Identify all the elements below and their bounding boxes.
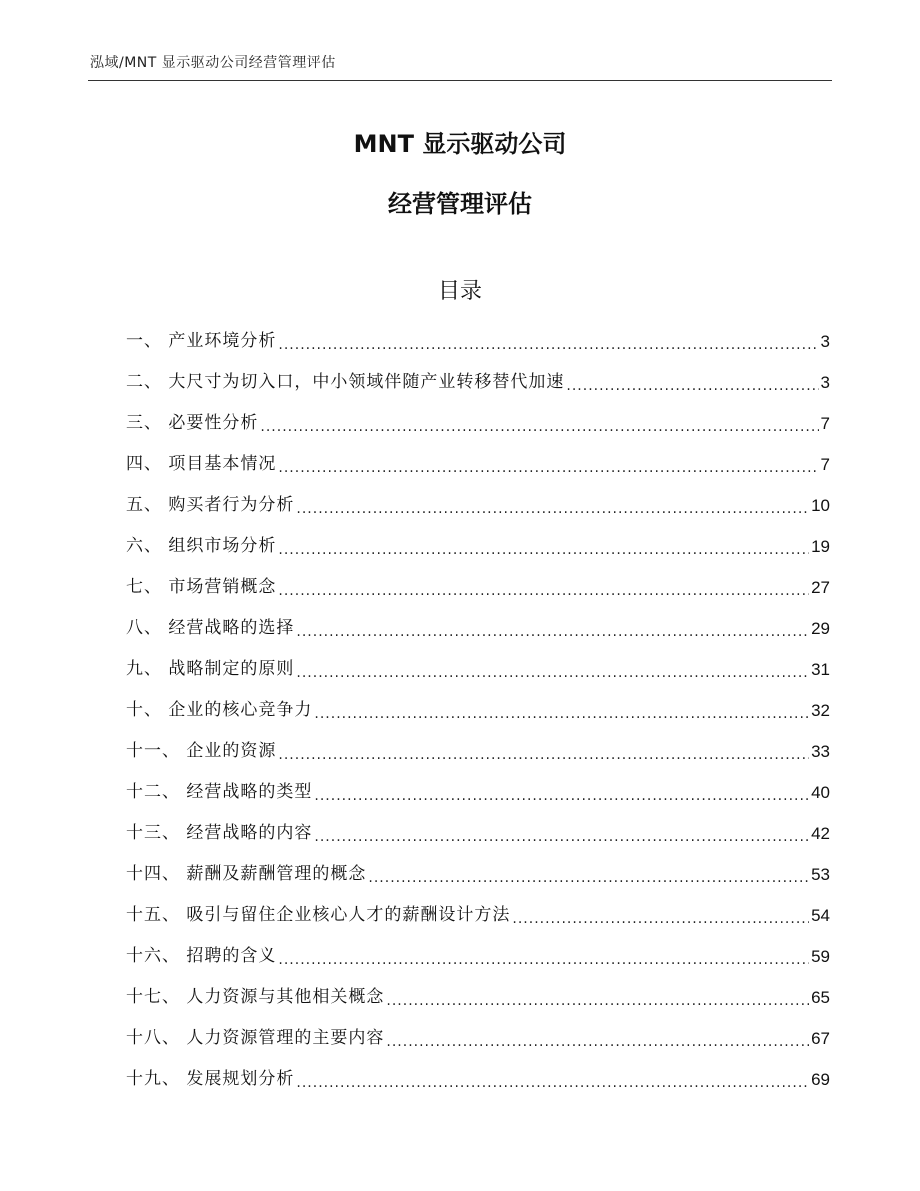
toc-heading: 目录 xyxy=(437,279,482,304)
toc-entry[interactable] xyxy=(126,649,830,690)
toc-dot-leader xyxy=(296,485,809,526)
toc-dot-leader xyxy=(386,977,809,1018)
toc-entry-label: 五、 购买者行为分析 xyxy=(126,495,295,515)
toc-entry-page-number: 53 xyxy=(811,865,830,884)
toc-entry-page-number: 27 xyxy=(811,578,830,597)
toc-dot-leader xyxy=(296,608,809,649)
toc-entry[interactable] xyxy=(126,485,830,526)
document-title-line-2: 经营管理评估 xyxy=(388,190,532,218)
toc-entry-page-number: 59 xyxy=(811,947,830,966)
toc-entry[interactable] xyxy=(126,690,830,731)
toc-entry-page-number: 54 xyxy=(811,906,830,925)
document-title-line-1: MNT 显示驱动公司 xyxy=(353,130,567,158)
toc-dot-leader xyxy=(512,895,809,936)
toc-entry-label: 六、 组织市场分析 xyxy=(126,536,277,556)
toc-entry-label: 十五、 吸引与留住企业核心人才的薪酬设计方法 xyxy=(126,905,511,925)
toc-entry-label: 十七、 人力资源与其他相关概念 xyxy=(126,987,385,1007)
toc-dot-leader xyxy=(314,690,809,731)
toc-entry-page-number: 33 xyxy=(811,742,830,761)
toc-entry-label: 十三、 经营战略的内容 xyxy=(126,823,313,843)
toc-entry-label: 二、 大尺寸为切入口，中小领域伴随产业转移替代加速 xyxy=(126,372,565,392)
toc-entry-label: 十、 企业的核心竞争力 xyxy=(126,700,313,720)
toc-entry-label: 十二、 经营战略的类型 xyxy=(126,782,313,802)
toc-entry[interactable] xyxy=(126,321,830,362)
toc-entry[interactable] xyxy=(126,526,830,567)
toc-dot-leader xyxy=(314,813,809,854)
toc-entry-label: 十六、 招聘的含义 xyxy=(126,946,277,966)
toc-entry-label: 九、 战略制定的原则 xyxy=(126,659,295,679)
toc-entry-page-number: 31 xyxy=(811,660,830,679)
toc-entry-page-number: 19 xyxy=(811,537,830,556)
toc-dot-leader xyxy=(296,649,809,690)
toc-dot-leader xyxy=(278,567,809,608)
toc-entry-page-number: 67 xyxy=(811,1029,830,1048)
toc-dot-leader xyxy=(314,772,809,813)
toc-dot-leader xyxy=(296,1059,809,1100)
toc-entry-page-number: 29 xyxy=(811,619,830,638)
toc-dot-leader xyxy=(368,854,809,895)
toc-entry-page-number: 7 xyxy=(820,414,830,433)
toc-entry-label: 十一、 企业的资源 xyxy=(126,741,277,761)
toc-entry[interactable] xyxy=(126,362,830,403)
toc-dot-leader xyxy=(278,731,809,772)
toc-entry[interactable] xyxy=(126,936,830,977)
toc-entry-label: 七、 市场营销概念 xyxy=(126,577,277,597)
table-of-contents xyxy=(126,321,830,1100)
toc-entry[interactable] xyxy=(126,977,830,1018)
running-header: 泓域/MNT 显示驱动公司经营管理评估 xyxy=(90,55,336,71)
toc-entry-label: 十八、 人力资源管理的主要内容 xyxy=(126,1028,385,1048)
toc-entry[interactable] xyxy=(126,567,830,608)
toc-entry-page-number: 65 xyxy=(811,988,830,1007)
toc-dot-leader xyxy=(260,403,818,444)
toc-dot-leader xyxy=(278,936,809,977)
toc-entry[interactable] xyxy=(126,1018,830,1059)
toc-dot-leader xyxy=(566,362,818,403)
toc-entry-label: 一、 产业环境分析 xyxy=(126,331,277,351)
toc-entry[interactable] xyxy=(126,403,830,444)
toc-entry[interactable] xyxy=(126,1059,830,1100)
toc-dot-leader xyxy=(278,444,818,485)
toc-dot-leader xyxy=(278,321,818,362)
toc-entry[interactable] xyxy=(126,854,830,895)
toc-entry[interactable] xyxy=(126,444,830,485)
toc-entry-label: 八、 经营战略的选择 xyxy=(126,618,295,638)
toc-entry-page-number: 3 xyxy=(820,373,830,392)
toc-dot-leader xyxy=(278,526,809,567)
toc-entry-page-number: 10 xyxy=(811,496,830,515)
toc-entry[interactable] xyxy=(126,772,830,813)
toc-entry-label: 十四、 薪酬及薪酬管理的概念 xyxy=(126,864,367,884)
toc-entry[interactable] xyxy=(126,731,830,772)
toc-entry-label: 四、 项目基本情况 xyxy=(126,454,277,474)
toc-entry-page-number: 42 xyxy=(811,824,830,843)
toc-entry[interactable] xyxy=(126,813,830,854)
toc-entry-page-number: 3 xyxy=(820,332,830,351)
toc-entry[interactable] xyxy=(126,895,830,936)
toc-dot-leader xyxy=(386,1018,809,1059)
toc-entry-page-number: 69 xyxy=(811,1070,830,1089)
header-divider xyxy=(88,80,832,81)
toc-entry-label: 十九、 发展规划分析 xyxy=(126,1069,295,1089)
toc-entry-label: 三、 必要性分析 xyxy=(126,413,259,433)
toc-entry-page-number: 40 xyxy=(811,783,830,802)
toc-entry-page-number: 7 xyxy=(820,455,830,474)
toc-entry[interactable] xyxy=(126,608,830,649)
toc-entry-page-number: 32 xyxy=(811,701,830,720)
